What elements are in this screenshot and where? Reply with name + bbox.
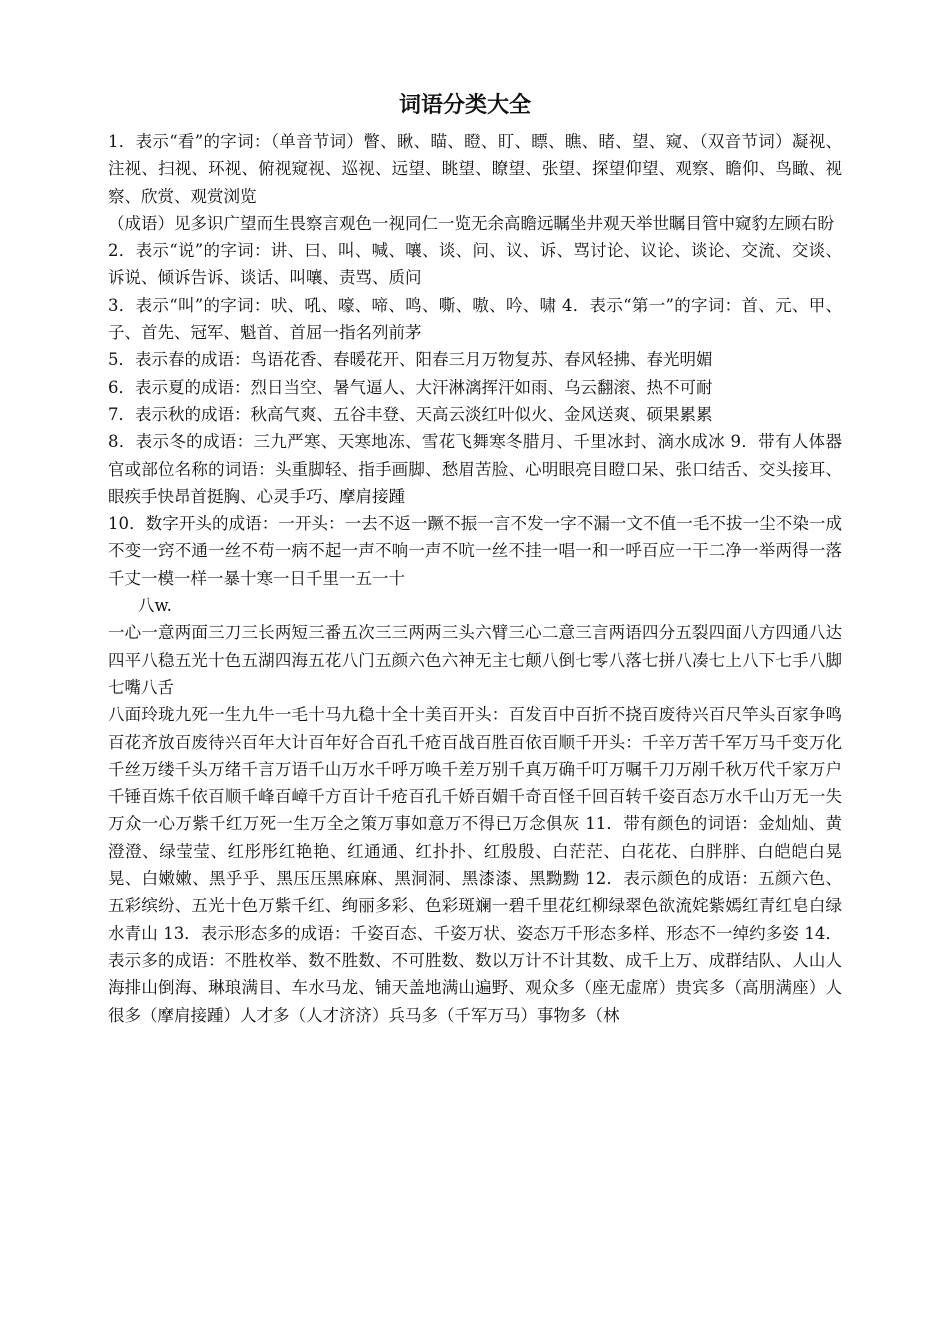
paragraph-eight-marker: 八w. bbox=[138, 596, 172, 616]
page-title: 词语分类大全 bbox=[398, 93, 531, 118]
paragraph-number-idioms: 10．数字开头的成语：一开头：一去不返一蹶不振一言不发一字不漏一文不值一毛不拔一尘不染一成不变一窍不通一丝不苟一病不起一声不响一声不吭一丝不挂一唱一和一呼百应一干二净一举两得一落千丈一模一样一暴十寒一日千里一五一十 bbox=[108, 514, 842, 588]
paragraph-spring-idioms: 5．表示春的成语：鸟语花香、春暖花开、阳春三月万物复苏、春风轻拂、春光明媚 bbox=[108, 350, 713, 370]
paragraph-call-first-words: 3．表示“叫”的字词：吠、吼、嚎、啼、鸣、嘶、嗷、吟、啸 4．表示“第一”的字词：首、元、甲、子、首先、冠军、魁首、首屈一指名列前茅 bbox=[108, 295, 842, 343]
paragraph-summer-idioms: 6．表示夏的成语：烈日当空、暑气逼人、大汗淋漓挥汗如雨、乌云翻滚、热不可耐 bbox=[108, 377, 713, 397]
paragraph-number-idioms-continued: 一心一意两面三刀三长两短三番五次三三两两三头六臂三心二意三言两语四分五裂四面八方四通八达四平八稳五光十色五湖四海五花八门五颜六色六神无主七颠八倒七零八落七拼八凑七上八下七手八脚七嘴八舌 bbox=[108, 623, 842, 697]
paragraph-see-words: 1．表示“看”的字词：（单音节词）瞥、瞅、瞄、瞪、盯、瞟、瞧、睹、望、窥、（双音节词）凝视、注视、扫视、环视、俯视窥视、巡视、远望、眺望、瞭望、张望、探望仰望、观察、瞻仰、鸟瞰、视察、欣赏、观赏浏览 bbox=[108, 132, 842, 206]
paragraph-say-words: 2．表示“说”的字词：讲、曰、叫、喊、嚷、谈、问、议、诉、骂讨论、议论、谈论、交流、交谈、诉说、倾诉告诉、谈话、叫嚷、责骂、质问 bbox=[108, 241, 842, 288]
paragraph-autumn-idioms: 7．表示秋的成语：秋高气爽、五谷丰登、天高云淡红叶似火、金风送爽、硕果累累 bbox=[108, 404, 713, 424]
paragraph-see-idioms: （成语）见多识广望而生畏察言观色一视同仁一览无余高瞻远瞩坐井观天举世瞩目管中窥豹左顾右盼 bbox=[108, 213, 834, 233]
paragraph-winter-body-idioms: 8．表示冬的成语：三九严寒、天寒地冻、雪花飞舞寒冬腊月、千里冰封、滴水成冰 9．带有人体器官或部位名称的词语：头重脚轻、指手画脚、愁眉苦脸、心明眼亮目瞪口呆、张口结舌、交头接耳、眼疾手快昂首挺胸、心灵手巧、摩肩接踵 bbox=[108, 432, 842, 506]
paragraph-hundred-thousand-color-idioms: 八面玲珑九死一生九牛一毛十马九稳十全十美百开头：百发百中百折不挠百废待兴百尺竿头百家争鸣百花齐放百废待兴百年大计百年好合百孔千疮百战百胜百依百顺千开头：千辛万苦千军万马千变万化千丝万缕千头万绪千言万语千山万水千呼万唤千差万别千真万确千叮万嘱千刀万剐千秋万代千家万户千锤百炼千依百顺千峰百嶂千方百计千疮百孔千娇百媚千奇百怪千回百转千姿百态万水千山万无一失万众一心万紫千红万死一生万全之策万事如意万不得已万念俱灰 11．带有颜色的词语：金灿灿、黄澄澄、绿莹莹、红彤彤红艳艳、红通通、红扑扑、红殷殷、白茫茫、白花花、白胖胖、白皑皑白晃晃、白嫩嫩、黑乎乎、黑压压黑麻麻、黑洞洞、黑漆漆、黑黝黝 12．表示颜色的成语：五颜六色、五彩缤纷、五光十色万紫千红、绚丽多彩、色彩斑斓一碧千里花红柳绿翠色欲流姹紫嫣红青红皂白绿水青山 13．表示形态多的成语：千姿百态、千姿万状、姿态万千形态多样、形态不一绰约多姿 14．表示多的成语：不胜枚举、数不胜数、不可胜数、数以万计不计其数、成千上万、成群结队、人山人海排山倒海、琳琅满目、车水马龙、铺天盖地满山遍野、观众多（座无虚席）贵宾多（高朋满座）人很多（摩肩接踵）人才多（人才济济）兵马多（千军万马）事物多（林 bbox=[108, 705, 842, 1025]
